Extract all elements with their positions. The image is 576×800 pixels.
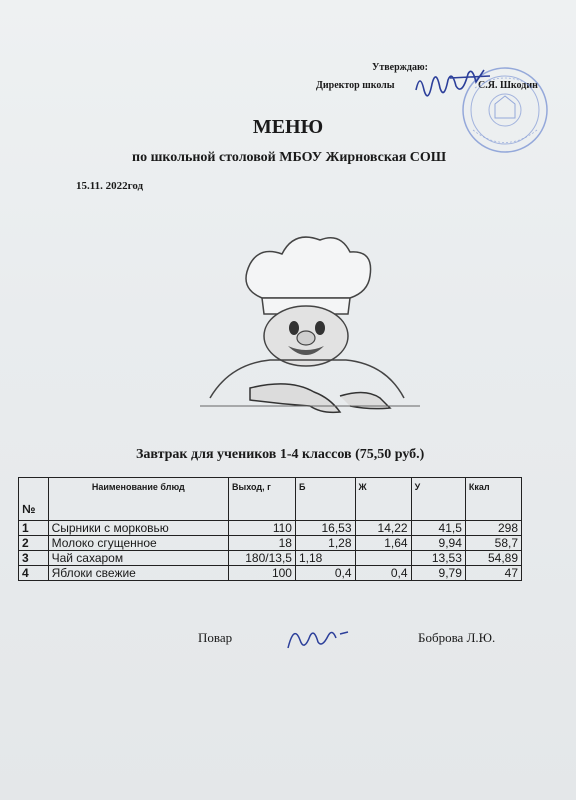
dish-carbs: 9,79	[411, 566, 465, 581]
table-row	[19, 536, 522, 551]
col-fat: Ж	[355, 478, 411, 521]
col-number: №	[19, 478, 49, 521]
dish-fat: 14,22	[355, 521, 411, 536]
row-number: 2	[19, 536, 49, 551]
dish-output: 100	[229, 566, 296, 581]
dish-fat: 1,64	[355, 536, 411, 551]
dish-kcal: 58,7	[465, 536, 521, 551]
dish-carbs: 41,5	[411, 521, 465, 536]
cook-signature	[282, 618, 352, 658]
col-dish-name: Наименование блюд	[48, 478, 228, 521]
col-output: Выход, г	[229, 478, 296, 521]
chef-illustration	[190, 228, 430, 428]
table-row	[19, 521, 522, 536]
dish-fat: 0,4	[355, 566, 411, 581]
dish-name: Яблоки свежие	[48, 566, 228, 581]
cook-label: Повар	[198, 630, 233, 645]
dish-protein: 0,4	[295, 566, 355, 581]
menu-table	[18, 477, 522, 581]
table-header-row	[19, 478, 522, 521]
dish-fat	[355, 551, 411, 566]
dish-kcal: 47	[465, 566, 521, 581]
director-name: С.Я. Шкодин	[478, 80, 538, 91]
dish-name: Сырники с морковью	[48, 521, 228, 536]
row-number: 4	[19, 566, 49, 581]
row-number: 1	[19, 521, 49, 536]
approve-label: Утверждаю:	[372, 62, 428, 73]
page-title: МЕНЮ	[252, 116, 324, 138]
dish-carbs: 13,53	[411, 551, 465, 566]
dish-output: 180/13,5	[229, 551, 296, 566]
table-row	[19, 551, 522, 566]
dish-output: 18	[229, 536, 296, 551]
breakfast-title: Завтрак для учеников 1-4 классов (75,50 руб.)	[136, 447, 425, 462]
director-signature	[410, 60, 500, 110]
dish-name: Чай сахаром	[48, 551, 228, 566]
table-row	[19, 566, 522, 581]
dish-carbs: 9,94	[411, 536, 465, 551]
dish-output: 110	[229, 521, 296, 536]
row-number: 3	[19, 551, 49, 566]
col-carbs: У	[411, 478, 465, 521]
director-label: Директор школы	[316, 80, 395, 91]
dish-protein: 1,28	[295, 536, 355, 551]
dish-kcal: 298	[465, 521, 521, 536]
dish-name: Молоко сгущенное	[48, 536, 228, 551]
dish-protein: 1,18	[295, 551, 355, 566]
dish-protein: 16,53	[295, 521, 355, 536]
col-kcal: Ккал	[465, 478, 521, 521]
dish-kcal: 54,89	[465, 551, 521, 566]
col-protein: Б	[295, 478, 355, 521]
menu-date: 15.11. 2022год	[76, 180, 144, 192]
cook-name: Боброва Л.Ю.	[418, 630, 496, 645]
page-subtitle: по школьной столовой МБОУ Жирновская СОШ	[132, 150, 447, 165]
